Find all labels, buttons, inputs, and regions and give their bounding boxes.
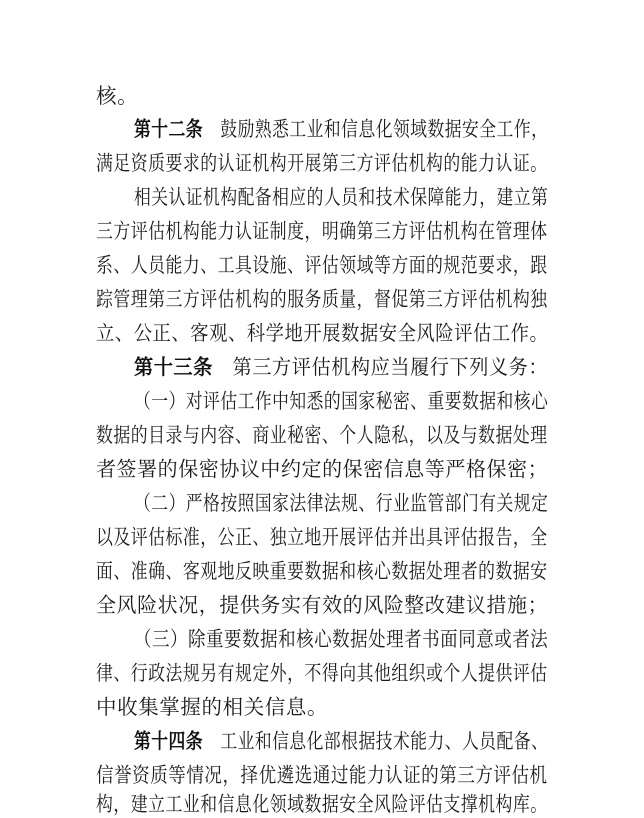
line-text: 第三方评估机构应当履行下列义务：	[232, 355, 549, 379]
text-line	[96, 251, 548, 279]
article-number: 第十三条	[134, 355, 213, 379]
text-line	[96, 659, 548, 687]
text-line	[96, 557, 548, 585]
article-heading-line	[134, 727, 548, 755]
text-line	[96, 790, 548, 818]
line-text: 以及评估标准，公正、独立地开展评估并出具评估报告，全	[96, 525, 548, 549]
line-text: 鼓励熟悉工业和信息化领域数据安全工作，	[220, 117, 549, 141]
line-text: 构，建立工业和信息化领域数据安全风险评估支撑机构库。	[96, 792, 548, 816]
article-heading-line	[134, 115, 548, 143]
article-number: 第十四条	[134, 729, 204, 753]
text-line	[96, 285, 548, 313]
line-text: 三方评估机构能力认证制度，明确第三方评估机构在管理体	[96, 219, 548, 243]
text-line	[96, 319, 548, 347]
line-text: 面、准确、客观地反映重要数据和核心数据处理者的数据安	[96, 559, 548, 583]
line-text: 立、公正、客观、科学地开展数据安全风险评估工作。	[96, 321, 549, 345]
line-text: 中收集掌握的相关信息。	[96, 695, 329, 719]
article-heading-line	[134, 353, 548, 381]
line-text: 律、行政法规另有规定外，不得向其他组织或个人提供评估	[96, 661, 548, 685]
text-line	[96, 149, 548, 177]
line-text: （三）除重要数据和核心数据处理者书面同意或者法	[134, 627, 549, 651]
line-text: 核。	[96, 84, 139, 108]
text-line	[96, 217, 548, 245]
text-line	[96, 421, 548, 449]
line-text: 工业和信息化部根据技术能力、人员配备、	[220, 729, 549, 753]
line-text: 数据的目录与内容、商业秘密、个人隐私，以及与数据处理	[96, 423, 548, 447]
text-line	[96, 591, 548, 619]
line-text: （二）严格按照国家法律法规、行业监管部门有关规定	[134, 491, 549, 515]
text-line	[134, 489, 548, 517]
line-text: （一）对评估工作中知悉的国家秘密、重要数据和核心	[134, 389, 549, 413]
line-text: 全风险状况，提供务实有效的风险整改建议措施；	[96, 593, 549, 617]
text-line	[134, 625, 548, 653]
line-text: 踪管理第三方评估机构的服务质量，督促第三方评估机构独	[96, 287, 548, 311]
line-text: 满足资质要求的认证机构开展第三方评估机构的能力认证。	[96, 151, 548, 175]
text-line	[96, 693, 328, 721]
article-number: 第十二条	[134, 117, 204, 141]
text-line	[96, 82, 138, 110]
line-text: 系、人员能力、工具设施、评估领域等方面的规范要求，跟	[96, 253, 548, 277]
line-text: 者签署的保密协议中约定的保密信息等严格保密；	[96, 457, 549, 481]
text-line	[96, 761, 548, 789]
line-text: 信誉资质等情况，择优遴选通过能力认证的第三方评估机	[96, 763, 548, 787]
text-line	[134, 387, 548, 415]
text-line	[96, 523, 548, 551]
line-text: 相关认证机构配备相应的人员和技术保障能力，建立第	[134, 185, 549, 209]
text-line	[134, 183, 548, 211]
text-line	[96, 455, 548, 483]
